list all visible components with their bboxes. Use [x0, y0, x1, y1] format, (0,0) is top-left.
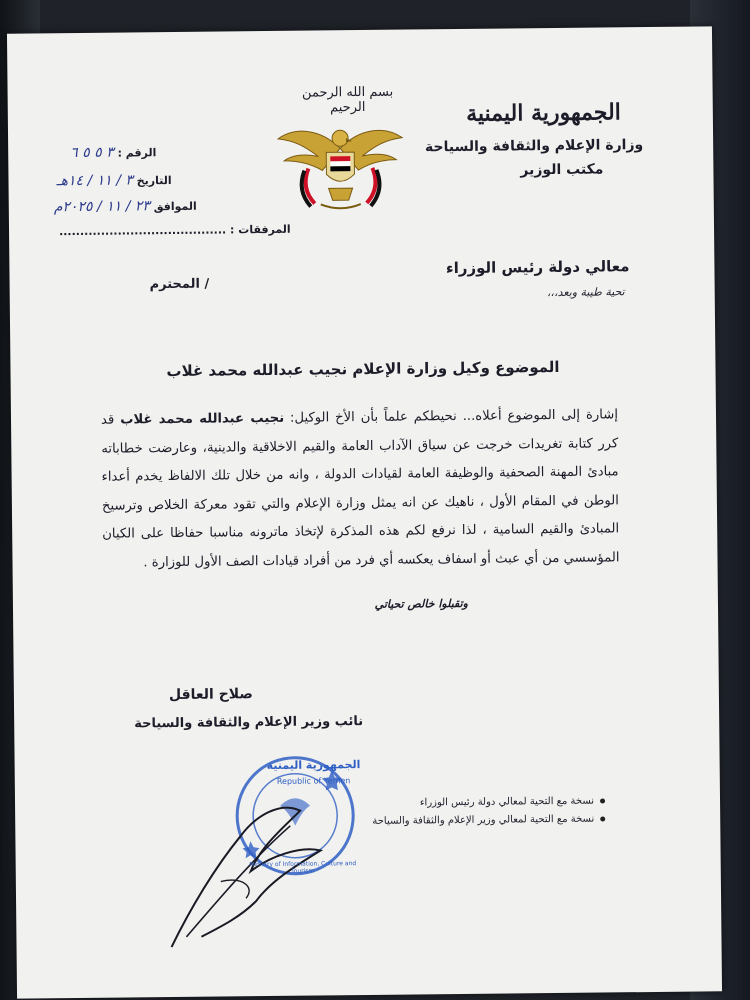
- copy-item: نسخة مع التحية لمعالي وزير الإعلام والثقافة والسياحة: [372, 813, 605, 826]
- body-text: قد كرر كتابة تغريدات خرجت عن سياق الآداب العامة والقيم الاخلاقية والدينية، وعارضت خطاباته مبادئ المهنة الصحفية والوظيفة العامة لقيادات الدولة ، وانه من خلال تلك الالفاظ يخدم أعداء الوطن في المقام الأول ، ناهيك عن انه يمثل وزارة الإعلام والتي تقود معركة الخلاص وترسيخ المبادئ والقيم السامية ، لذا نرفع لكم هذه المذكرة لإتخاذ ماترونه مناسبا حفاظا على الكيان المؤسسي من أي عبث أو اسفاف يعكسه أي فرد من أفراد قيادات الصف الأول للوزارة .: [100, 412, 620, 571]
- subject-line: الموضوع وكيل وزارة الإعلام نجيب عبدالله محمد غلاب: [166, 357, 560, 381]
- reference-number-label: الرقم: [125, 146, 157, 160]
- closing-line: وتقبلوا خالص تحياتي: [374, 596, 469, 611]
- copy-item: نسخة مع التحية لمعالي دولة رئيس الوزراء: [420, 795, 605, 808]
- bullet-icon: [600, 816, 605, 821]
- recipient-name: معالي دولة رئيس الوزراء: [445, 257, 630, 278]
- stamp-arabic-text: الجمهورية اليمنية: [266, 758, 361, 773]
- signer-title: نائب وزير الإعلام والثقافة والسياحة: [134, 714, 364, 732]
- yemen-eagle-emblem-icon: [270, 108, 411, 219]
- ministry-name: وزارة الإعلام والثقافة والسياحة: [424, 137, 644, 156]
- signer-name: صلاح العاقل: [168, 686, 253, 704]
- reference-number-row: الرقم : ٣ ٥ ٥ ٦: [70, 144, 157, 162]
- letter-body: [101, 401, 620, 578]
- basmala: بسم الله الرحمن الرحيم: [301, 84, 394, 116]
- reference-corresponding-label: الموافق: [153, 199, 197, 214]
- reference-attachments-row: المرفقات : ........................................: [58, 222, 291, 239]
- body-named-person: نجيب عبدالله محمد غلاب: [120, 410, 285, 428]
- reference-date-label: التاريخ: [136, 174, 172, 188]
- recipient-honorific: / المحترم: [149, 276, 210, 293]
- reference-corresponding-row: [54, 198, 197, 215]
- office-name: مكتب الوزير: [520, 161, 604, 179]
- bullet-icon: [600, 798, 605, 803]
- reference-attachments-label: المرفقات: [238, 222, 291, 237]
- reference-date-value: ٣ / ١١ / ١٤هـ: [56, 172, 133, 190]
- letter-paper: [7, 26, 722, 998]
- body-paragraph: [101, 401, 620, 578]
- republic-title: الجمهورية اليمنية: [466, 99, 621, 127]
- body-intro: إشارة إلى الموضوع أعلاه... نحيطكم علماً بأن الأخ الوكيل:: [289, 407, 619, 426]
- stamp-english-bottom: Ministry of Information, Culture and Tourism: [249, 860, 357, 875]
- reference-corresponding-value: ٢٣ / ١١ / ٢٠٢٥م: [53, 198, 150, 216]
- stamp-english-top: Republic of Yemen: [276, 776, 351, 786]
- greeting: تحية طيبة وبعد،،،: [546, 285, 625, 300]
- reference-date-row: [56, 172, 171, 189]
- reference-number-value: ٣ ٥ ٥ ٦: [70, 144, 114, 162]
